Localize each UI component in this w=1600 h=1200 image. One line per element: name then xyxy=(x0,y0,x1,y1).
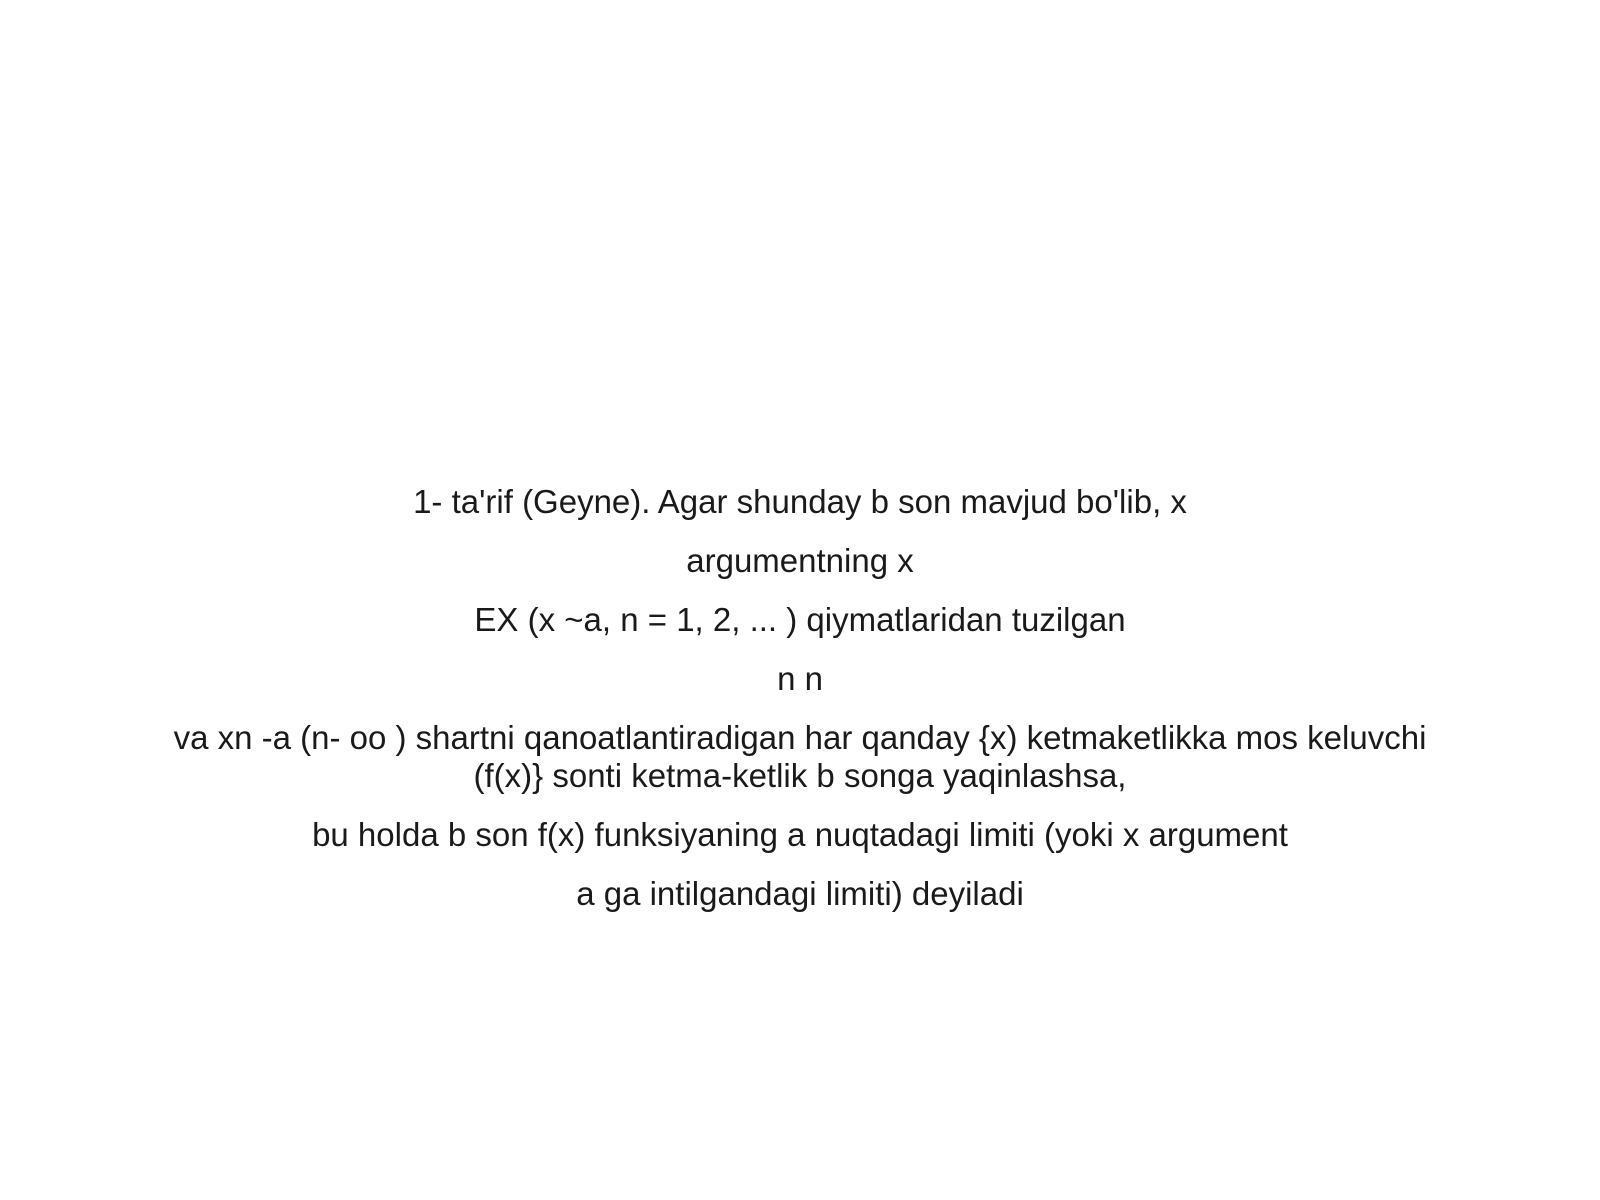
definition-line-5: va xn -a (n- oo ) shartni qanoatlantiradigan har qanday {x) ketmaketlikka mos keluvchi xyxy=(173,719,1427,756)
definition-line-2: argumentning x xyxy=(686,542,914,579)
definition-line-7: bu holda b son f(x) funksiyaning a nuqtadagi limiti (yoki x argument xyxy=(312,816,1288,853)
definition-line-1: 1- ta'rif (Geyne). Agar shunday b son mavjud bo'lib, x xyxy=(413,483,1187,520)
definition-line-4: n n xyxy=(777,660,823,697)
definition-line-6: (f(x)} sonti ketma-ketlik b songa yaqinlashsa, xyxy=(473,757,1127,794)
definition-line-8: a ga intilgandagi limiti) deyiladi xyxy=(576,875,1024,912)
definition-line-3: EX (x ~a, n = 1, 2, ... ) qiymatlaridan tuzilgan xyxy=(474,601,1126,638)
